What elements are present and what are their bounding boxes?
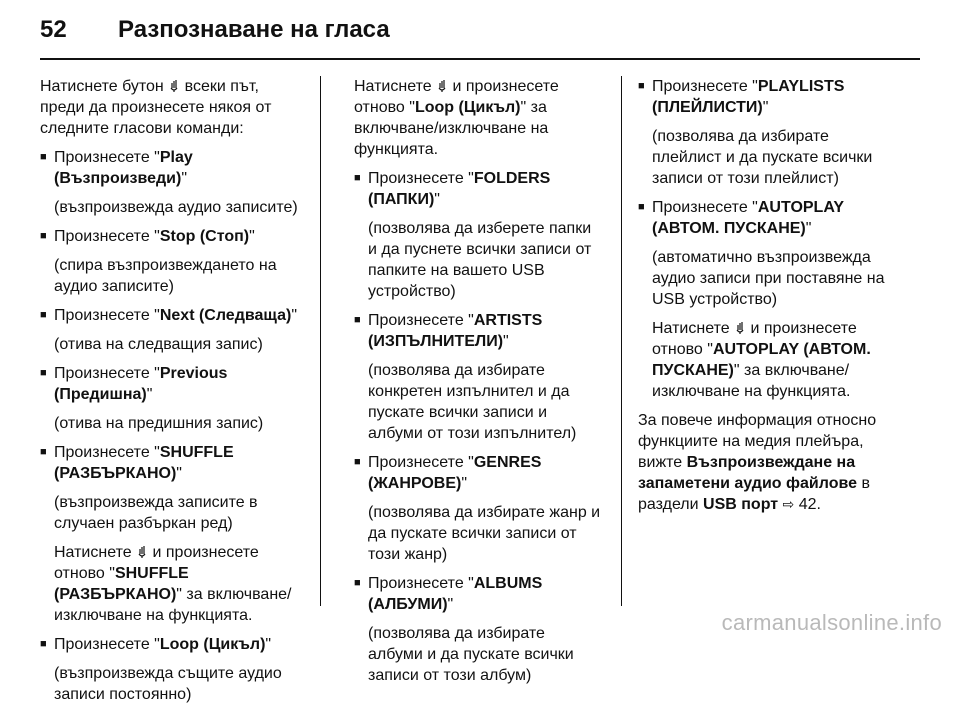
list-item: ■ Произнесете "PLAYLISTS (ПЛЕЙЛИСТИ)" bbox=[638, 78, 845, 116]
item-description: (автоматично възпроизвежда аудио записи при поставяне на USB устройство) bbox=[652, 249, 885, 308]
command-text: ALBUMS (АЛБУМИ) bbox=[368, 575, 543, 613]
item-description: (отива на следващия запис) bbox=[54, 336, 263, 353]
item-description: (възпроизвежда същите аудио записи постоянно) bbox=[54, 665, 282, 703]
page-number: 52 bbox=[40, 16, 67, 43]
list-item: ■ Произнесете "FOLDERS (ПАПКИ)" bbox=[354, 170, 551, 208]
square-bullet: ■ bbox=[40, 446, 47, 458]
square-bullet: ■ bbox=[40, 309, 47, 321]
command-text: AUTOPLAY (АВТОМ. ПУСКАНЕ) bbox=[652, 199, 844, 237]
square-bullet: ■ bbox=[638, 201, 645, 213]
watermark: carmanualsonline.info bbox=[721, 610, 942, 635]
list-item: ■ Произнесете "AUTOPLAY (АВТОМ. ПУСКАНЕ)" bbox=[638, 199, 844, 237]
square-bullet: ■ bbox=[40, 638, 47, 650]
command-text: Play (Възпроизведи) bbox=[54, 149, 193, 187]
command-text: Next (Следваща) bbox=[159, 307, 292, 324]
item-description: (отива на предишния запис) bbox=[54, 415, 264, 432]
toggle-instruction: Натиснете и произнесете отново "AUTOPLAY (АВТОМ. ПУСКАНЕ)" за включване/изключване на функцията. bbox=[652, 320, 871, 400]
column-1 bbox=[40, 76, 302, 713]
command-text: Previous (Предишна) bbox=[54, 365, 228, 403]
list-item: ■ Произнесете "ALBUMS (АЛБУМИ)" bbox=[354, 575, 543, 613]
list-item: ■ Произнесете "Next (Следваща)" bbox=[40, 307, 297, 324]
item-description: (позволява да избирате конкретен изпълнител и да пускате всички записи и албуми от този изпълнител) bbox=[368, 362, 577, 442]
voice-button-icon bbox=[168, 79, 180, 93]
square-bullet: ■ bbox=[638, 80, 645, 92]
column-divider-1 bbox=[320, 76, 321, 606]
column-3 bbox=[638, 76, 898, 523]
item-description: (позволява да избирате жанр и да пускате всички записи от този жанр) bbox=[368, 504, 601, 563]
list-item: ■ Произнесете "SHUFFLE (РАЗБЪРКАНО)" bbox=[40, 444, 234, 482]
page-reference: 42. bbox=[794, 496, 821, 513]
item-description: (позволява да изберете папки и да пуснете всички записи от папките на вашето USB устройство) bbox=[368, 220, 592, 300]
voice-button-icon bbox=[136, 545, 148, 559]
reference-arrow-icon: ⇨ bbox=[782, 496, 795, 512]
page-header bbox=[40, 16, 390, 48]
square-bullet: ■ bbox=[40, 367, 47, 379]
item-description: (спира възпроизвеждането на аудио записите) bbox=[54, 257, 277, 295]
square-bullet: ■ bbox=[354, 314, 361, 326]
toggle-instruction: Натиснете и произнесете отново "SHUFFLE (РАЗБЪРКАНО)" за включване/изключване на функцията. bbox=[54, 544, 292, 624]
list-item: ■ Произнесете "Stop (Стоп)" bbox=[40, 228, 255, 245]
item-description: (възпроизвежда записите в случаен разбъркан ред) bbox=[54, 494, 258, 532]
usb-port-link[interactable]: USB порт bbox=[703, 496, 779, 513]
square-bullet: ■ bbox=[40, 151, 47, 163]
command-text: GENRES (ЖАНРОВЕ) bbox=[368, 454, 542, 492]
item-description: (възпроизвежда аудио записите) bbox=[54, 199, 298, 216]
command-text: ARTISTS (ИЗПЪЛНИТЕЛИ) bbox=[368, 312, 543, 350]
toggle-instruction: Натиснете и произнесете отново "Loop (Цикъл)" за включване/изключване на функцията. bbox=[354, 78, 559, 158]
command-text: Stop (Стоп) bbox=[159, 228, 250, 245]
command-text: Loop (Цикъл) bbox=[159, 636, 266, 653]
header-rule bbox=[40, 58, 920, 60]
item-description: (позволява да избирате плейлист и да пускате всички записи от този плейлист) bbox=[652, 128, 873, 187]
column-2 bbox=[354, 76, 602, 694]
square-bullet: ■ bbox=[354, 172, 361, 184]
reference-link[interactable]: Възпроизвеждане на запаметени аудио файлове bbox=[638, 454, 857, 492]
voice-button-icon bbox=[734, 321, 746, 335]
list-item: ■ Произнесете "Previous (Предишна)" bbox=[40, 365, 228, 403]
list-item: ■ Произнесете "Loop (Цикъл)" bbox=[40, 636, 272, 653]
list-item: ■ Произнесете "Play (Възпроизведи)" bbox=[40, 149, 193, 187]
command-text: PLAYLISTS (ПЛЕЙЛИСТИ) bbox=[652, 78, 845, 116]
command-text: SHUFFLE (РАЗБЪРКАНО) bbox=[54, 444, 234, 482]
voice-button-icon bbox=[436, 79, 448, 93]
command-text: FOLDERS (ПАПКИ) bbox=[368, 170, 551, 208]
column-divider-2 bbox=[621, 76, 622, 606]
list-item: ■ Произнесете "GENRES (ЖАНРОВЕ)" bbox=[354, 454, 542, 492]
intro-paragraph: Натиснете бутон всеки път, преди да произнесете някоя от следните гласови команди: bbox=[40, 78, 272, 137]
list-item: ■ Произнесете "ARTISTS (ИЗПЪЛНИТЕЛИ)" bbox=[354, 312, 543, 350]
more-info-paragraph: За повече информация относно функциите на медия плейъра, вижте Възпроизвеждане на запаметени аудио файлове в раздели USB порт ⇨ 42. bbox=[638, 412, 877, 513]
square-bullet: ■ bbox=[354, 456, 361, 468]
item-description: (позволява да избирате албуми и да пускате всички записи от този албум) bbox=[368, 625, 574, 684]
page-title: Разпознаване на гласа bbox=[118, 16, 390, 43]
square-bullet: ■ bbox=[354, 577, 361, 589]
square-bullet: ■ bbox=[40, 230, 47, 242]
